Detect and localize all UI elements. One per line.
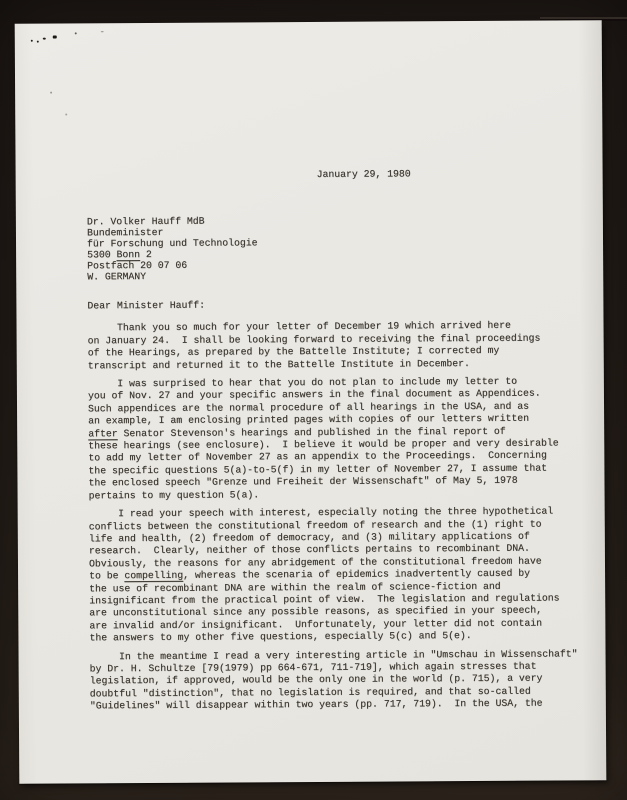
- text-line: doubtful "distinction", that no legislation is required, and that so-called: [89, 685, 531, 700]
- text-line: are unconstitutional since any possible reasons, as specified in your speech,: [89, 604, 543, 619]
- paragraphs-container: [88, 320, 578, 713]
- text-line: pertains to my question 5(a).: [88, 489, 260, 502]
- paragraph: [90, 648, 578, 713]
- text-line: these hearings (see enclosure). I believe it would be proper and very desirable: [88, 437, 559, 452]
- text-line: Postfach 20 07 06: [87, 259, 188, 271]
- text-line: insignificant from the practical point of view. The legislation and regulations: [89, 592, 560, 607]
- text-line: I read your speech with interest, especially noting the three hypothetical: [88, 505, 554, 520]
- text-line: the use of recombinant DNA are within the realm of science-fiction and: [89, 580, 501, 594]
- ink-speck: [43, 38, 46, 40]
- salutation: Dear Minister Hauff:: [87, 299, 206, 312]
- text-line: after Senator Stevenson's hearings and published in the final report of: [88, 425, 506, 440]
- text-line: of the Hearings, as prepared by the Battelle Institute; I corrected my: [87, 345, 500, 359]
- text-line: conflicts between the constitutional freedom of research and the (1) right to: [88, 518, 542, 532]
- letter-document: [15, 20, 607, 784]
- ink-speck: [37, 41, 39, 43]
- text-line: on January 24. I shall be looking forward to receiving the final proceedings: [87, 332, 541, 347]
- text-line: to be compelling, whereas the scenaria of epidemics inadvertently caused by: [89, 567, 531, 582]
- text-line: In the meantime I read a very interesting article in "Umschau in Wissenschaft": [89, 647, 578, 662]
- ink-speck: [31, 40, 33, 42]
- text-line: you of Nov. 27 and your specific answers in the final document as Appendices.: [87, 388, 541, 402]
- text-line: an example, I am enclosing printed pages with copies of our letters written: [88, 412, 530, 427]
- text-line: Dr. Volker Hauff MdB: [86, 215, 205, 228]
- text-line: I was surprised to hear that you do not plan to include my letter to: [87, 375, 518, 390]
- text-line: 5300 Bonn 2: [87, 248, 152, 261]
- text-line: Such appendices are the normal procedure of all hearings in the USA, and as: [88, 400, 529, 415]
- text-line: are invalid and/or insignificant. Unfortunately, your letter did not contain: [89, 617, 543, 632]
- text-line: transcript and returned it to the Battelle Institute in December.: [87, 357, 470, 371]
- recipient-address: [87, 216, 258, 282]
- paragraph: [89, 505, 578, 644]
- ink-speck: [101, 31, 104, 32]
- text-line: für Forschung und Technologie: [86, 237, 258, 250]
- text-line: legislation, if approved, would be the only one in the world (p. 715), a very: [89, 672, 543, 687]
- letter-date: January 29, 1980: [316, 168, 411, 180]
- text-line: to add my letter of November 27 as an appendix to the Proceedings. Concerning: [88, 450, 547, 464]
- text-line: Thank you so much for your letter of December 19 which arrived here: [87, 320, 511, 334]
- ink-speck: [50, 92, 52, 94]
- text-line: Obviously, the reasons for any abridgement of the constitutional freedom have: [88, 555, 542, 570]
- text-line: the specific questions 5(a)-to-5(f) in my letter of November 27, I assume that: [88, 462, 548, 477]
- ink-speck: [53, 36, 57, 39]
- text-line: research. Clearly, neither of those conflicts pertains to recombinant DNA.: [88, 542, 530, 557]
- text-line: the enclosed speech "Grenze und Freiheit der Wissenschaft" of May 5, 1978: [88, 475, 518, 489]
- text-line: W. GERMANY: [87, 270, 147, 282]
- text-line: "Guidelines" will disappear within two years (pp. 717, 719). In the USA, the: [89, 697, 543, 712]
- ink-speck: [65, 113, 67, 115]
- text-line: the answers to my other five questions, especially 5(c) and 5(e).: [89, 630, 472, 644]
- ink-speck: [75, 32, 77, 34]
- paragraph: [88, 375, 577, 502]
- text-line: life and health, (2) freedom of democracy, and (3) military applications of: [88, 530, 530, 545]
- paragraph: [88, 320, 576, 373]
- text-line: by Dr. H. Schultze [79(1979) pp 664-671, 711-719], which again stresses that: [89, 660, 537, 675]
- text-line: Bundeminister: [86, 226, 164, 239]
- letter-body: [87, 297, 578, 719]
